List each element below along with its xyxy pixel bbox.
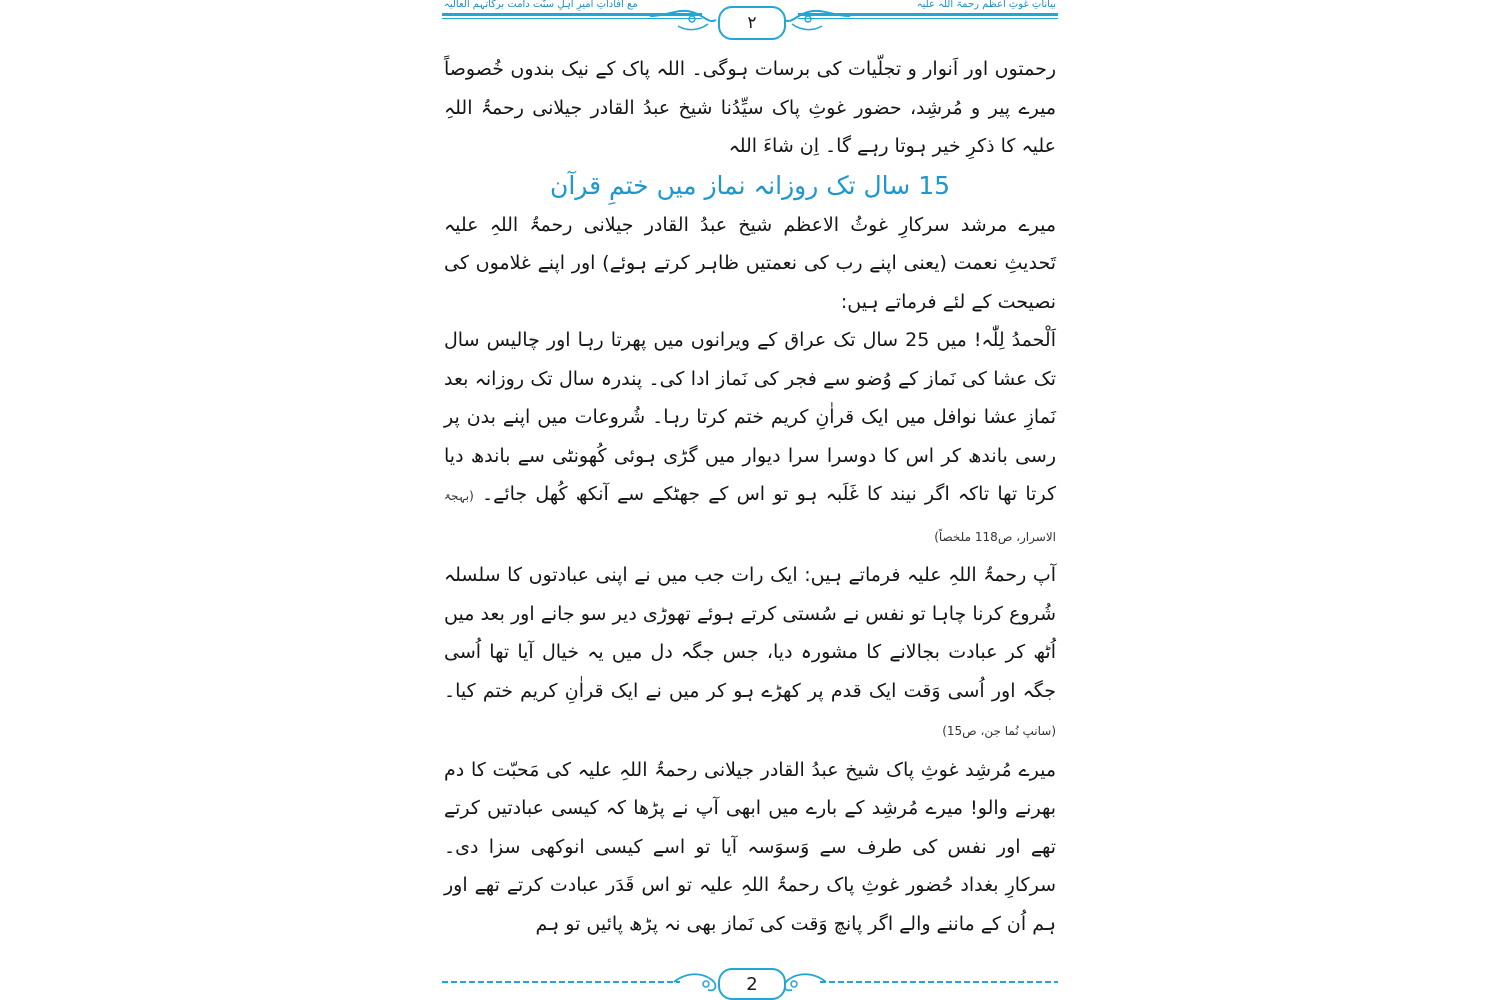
page-footer	[442, 968, 1058, 998]
reference-citation: (بہجۃ الاسرار، ص118 ملخصاً)	[444, 489, 1056, 544]
header-right-text: بیاناتِ غوثِ اعظم رحمۃ اللہ علیہ	[916, 0, 1056, 10]
ornament-swirl-icon	[648, 6, 718, 36]
footer-rule-right	[820, 981, 1058, 983]
paragraph-intro: رحمتوں اور اَنوار و تجلّیات کی برسات ہوگی۔ اللہ پاک کے نیک بندوں خُصوصاً میرے پیر و مُرشِد، حضور غوثِ پاک سیِّدُنا شیخ عبدُ القادر جیلانی رحمۃُ اللہِ علیہ کا ذکرِ خیر ہوتا رہے گا۔ اِن شاءَ اللہ	[444, 58, 1056, 157]
paragraph-exhortation: میرے مُرشِد غوثِ پاک شیخ عبدُ القادر جیلانی رحمۃُ اللہِ علیہ کی مَحبّت کا دم بھرنے والو! میرے مُرشِد کے بارے میں ابھی آپ نے پڑھا کہ کیسی عبادتیں کرتے تھے اور نفس کی طرف سے وَسوَسہ آیا تو اسے کیسی انوکھی سزا دی۔ سرکارِ بغداد حُضور غوثِ پاک رحمۃُ اللہِ علیہ تو اس قَدَر عبادت کرتے تھے اور ہم اُن کے ماننے والے اگر پانچ وَقت کی نَماز بھی نہ پڑھ پائیں تو ہم	[444, 758, 1056, 935]
ornament-swirl-icon	[782, 6, 852, 36]
paragraph-night-story: آپ رحمۃُ اللہِ علیہ فرماتے ہیں: ایک رات جب میں نے اپنی عبادتوں کا سلسلہ شُروع کرنا چاہا تو نفس نے سُستی کرتے ہوئے تھوڑی دیر سو جانے اور بعد میں اُٹھ کر عبادت بجالانے کا مشورہ دیا، جس جگہ دل میں یہ خیال آیا تھا اُسی جگہ اور اُسی وَقت ایک قدم پر کھڑے ہو کر میں نے ایک قراٰنِ کریم ختم کیا۔	[444, 564, 1056, 702]
section-heading: 15 سال تک روزانہ نماز میں ختمِ قرآن	[549, 170, 951, 200]
footer-rule-left	[442, 981, 680, 983]
page-body	[444, 50, 1056, 943]
book-page	[442, 0, 1058, 1000]
header-left-text: مع افاداتِ امیرِ اہلِ سنّت دامت برکاتہم العالیہ	[444, 0, 638, 10]
header-page-number: ۲	[718, 6, 786, 40]
paragraph-worship: اَلْحمدُ لِلّٰہ! میں 25 سال تک عراق کے ویرانوں میں پھرتا رہا اور چالیس سال تک عشا کی نَماز کے وُضو سے فجر کی نَماز ادا کی۔ پندرہ سال تک روزانہ بعد نَمازِ عشا نوافل میں ایک قراٰنِ کریم ختم کرتا رہا۔ شُروعات میں اپنے بدن پر رسی باندھ کر اس کا دوسرا سرا دیوار میں گڑی ہوئی کُھونٹی سے باندھ دیا کرتا تھا تاکہ اگر نیند کا غَلَبہ ہو تو اس کے جھٹکے سے آنکھ کُھل جائے۔	[444, 329, 1057, 505]
ornament-swirl-icon	[672, 968, 722, 998]
paragraph-quote-intro: میرے مرشد سرکارِ غوثُ الاعظم شیخ عبدُ القادر جیلانی رحمۃُ اللہِ علیہ تَحدیثِ نعمت (یعنی اپنے رب کی نعمتیں ظاہر کرتے ہوئے) اور اپنے غلاموں کی نصیحت کے لئے فرماتے ہیں:	[444, 213, 1056, 313]
reference-citation: (سانپ نُما جن، ص15)	[942, 724, 1056, 738]
footer-page-number: 2	[718, 968, 786, 1000]
